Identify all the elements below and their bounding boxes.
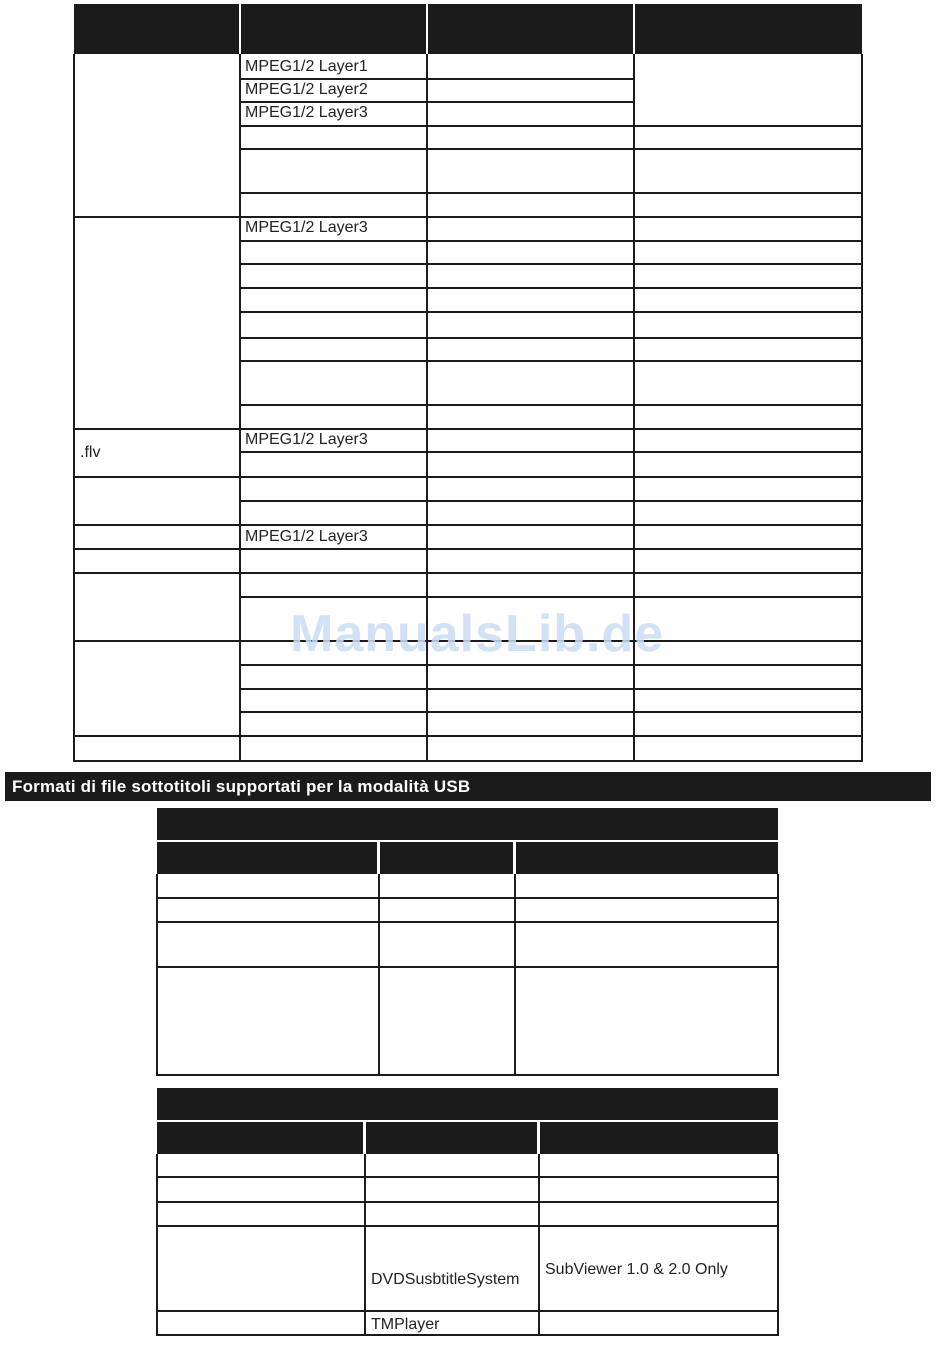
table-title-bar [157,1088,778,1120]
section-title: Formati di file sottotitoli supportati per la modalità USB [12,777,471,796]
table-cell-codec: MPEG1/2 Layer3 [245,431,368,448]
table-cell-extension: .flv [80,444,101,461]
table-header-cell [157,1122,363,1154]
table-cell-codec: MPEG1/2 Layer2 [245,81,368,98]
watermark: ManualsLib.de [290,605,665,663]
table-cell-codec: MPEG1/2 Layer1 [245,58,368,75]
table-cell-codec: MPEG1/2 Layer3 [245,528,368,545]
table-cell-notes: SubViewer 1.0 & 2.0 Only [545,1261,728,1278]
table-cell-format: DVDSusbtitleSystem [371,1271,520,1288]
table-header-cell [540,1122,778,1154]
table-cell-format: TMPlayer [371,1316,440,1333]
table-cell-codec: MPEG1/2 Layer3 [245,104,368,121]
table-cell-codec: MPEG1/2 Layer3 [245,219,368,236]
table-header-cell [366,1122,537,1154]
